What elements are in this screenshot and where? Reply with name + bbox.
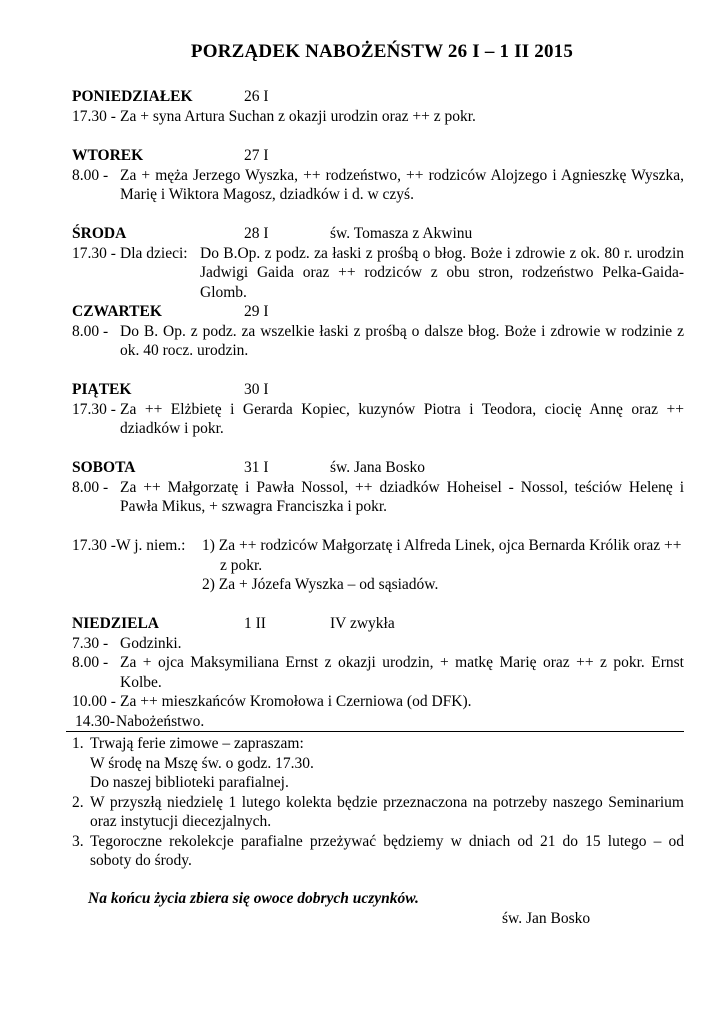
day-date: 31 I bbox=[244, 459, 269, 476]
day-monday bbox=[72, 87, 684, 126]
mass-intention: Za ++ mieszkańców Kromołowa i Czerniowa (od DFK). bbox=[120, 693, 472, 710]
mass-time: 7.30 - bbox=[72, 634, 109, 652]
mass-time: 8.00 - bbox=[72, 166, 109, 184]
notice-line: Trwają ferie zimowe – zapraszam: bbox=[90, 735, 304, 752]
mass-entry bbox=[72, 400, 684, 439]
day-date: 30 I bbox=[244, 381, 269, 398]
mass-intention: Do B.Op. z podz. za łaski z prośbą o błog. Boże i zdrowie z ok. 80 r. urodzin Jadwigi Gaida oraz ++ rodziców z obu stron, rodzeństwo Pelka-Gaida-Glomb. bbox=[200, 244, 684, 301]
mass-intention: Za + męża Jerzego Wyszka, ++ rodzeństwo, ++ rodziców Alojzego i Agnieszkę Wyszka, Marię i Wiktora Magosz, dziadków i d. w czyś. bbox=[120, 166, 684, 203]
intention-item: 1) Za ++ rodziców Małgorzatę i Alfreda Linek, ojca Bernarda Królik oraz ++ z pokr. bbox=[202, 537, 682, 574]
mass-entry bbox=[72, 478, 684, 517]
quote-author: św. Jan Bosko bbox=[502, 910, 591, 927]
day-date: 27 I bbox=[244, 147, 269, 164]
intention-item: 2) Za + Józefa Wyszka – od sąsiadów. bbox=[202, 576, 439, 593]
mass-time: 8.00 - bbox=[72, 478, 109, 496]
mass-time: 17.30 - bbox=[72, 244, 116, 262]
day-thursday bbox=[72, 302, 684, 361]
day-name: ŚRODA bbox=[72, 225, 127, 242]
mass-time: 17.30 - bbox=[72, 537, 116, 554]
mass-intention: Godzinki. bbox=[120, 634, 182, 652]
mass-entry bbox=[72, 244, 684, 303]
notice-item bbox=[72, 734, 684, 793]
day-tuesday bbox=[72, 146, 684, 205]
notice-number: 2. bbox=[72, 793, 84, 811]
mass-time: 8.00 - bbox=[72, 322, 109, 340]
day-name: NIEDZIELA bbox=[72, 615, 159, 632]
page-title: PORZĄDEK NABOŻEŃSTW 26 I – 1 II 2015 bbox=[190, 41, 574, 62]
mass-intention: Za ++ Elżbietę i Gerarda Kopiec, kuzynów Piotra i Teodora, ciocię Annę oraz ++ dziadków i pokr. bbox=[120, 400, 684, 437]
day-wednesday bbox=[72, 224, 684, 302]
day-date: 26 I bbox=[244, 88, 269, 105]
notice-item bbox=[72, 832, 684, 871]
mass-entry bbox=[72, 712, 684, 732]
notice-line: Tegoroczne rekolekcje parafialne przeżywać będziemy w dniach od 21 do 15 lutego – od soboty do środy. bbox=[90, 832, 684, 869]
notice-item bbox=[72, 793, 684, 832]
mass-time: 17.30 - bbox=[72, 107, 116, 125]
mass-intention: Do B. Op. z podz. za wszelkie łaski z prośbą o dalsze błog. Boże i zdrowie w rodzinie z ok. 40 rocz. urodzin. bbox=[120, 322, 684, 359]
notice-number: 1. bbox=[72, 735, 84, 752]
day-name: SOBOTA bbox=[72, 459, 136, 476]
mass-time: 8.00 - bbox=[72, 654, 109, 671]
mass-time: 14.30- bbox=[75, 712, 116, 730]
mass-time: 10.00 - bbox=[72, 693, 116, 710]
mass-entry bbox=[72, 634, 684, 654]
mass-prefix: W j. niem.: bbox=[116, 537, 186, 554]
notice-line: W środę na Mszę św. o godz. 17.30. bbox=[90, 754, 314, 772]
mass-intention: Za + ojca Maksymiliana Ernst z okazji urodzin, + matkę Marię oraz ++ z pokr. Ernst Kolbe. bbox=[120, 654, 684, 691]
mass-intention: Za ++ Małgorzatę i Pawła Nossol, ++ dziadków Hoheisel - Nossol, teściów Helenę i Pawła Mikus, + szwagra Franciszka i pokr. bbox=[120, 478, 684, 515]
notice-line: Do naszej biblioteki parafialnej. bbox=[90, 774, 289, 791]
day-feast: św. Tomasza z Akwinu bbox=[330, 225, 473, 242]
notices bbox=[72, 734, 684, 871]
day-saturday bbox=[72, 458, 684, 595]
day-name: PIĄTEK bbox=[72, 381, 132, 398]
day-name: WTOREK bbox=[72, 147, 144, 164]
mass-entry bbox=[72, 653, 684, 692]
mass-prefix: Dla dzieci: bbox=[120, 244, 188, 262]
day-name: PONIEDZIAŁEK bbox=[72, 88, 193, 105]
notice-number: 3. bbox=[72, 832, 84, 850]
day-name: CZWARTEK bbox=[72, 303, 162, 320]
mass-entry-german bbox=[72, 536, 684, 595]
notice-line: W przyszłą niedzielę 1 lutego kolekta będzie przeznaczona na potrzeby naszego Seminarium oraz instytucji diecezjalnych. bbox=[90, 793, 684, 830]
mass-entry bbox=[72, 166, 684, 205]
mass-intention: Za + syna Artura Suchan z okazji urodzin oraz ++ z pokr. bbox=[120, 107, 476, 125]
day-feast: IV zwykła bbox=[330, 615, 395, 632]
mass-entry bbox=[72, 322, 684, 361]
day-date: 1 II bbox=[244, 615, 266, 632]
day-date: 29 I bbox=[244, 303, 269, 320]
mass-entry bbox=[72, 692, 684, 712]
day-date: 28 I bbox=[244, 225, 269, 242]
day-feast: św. Jana Bosko bbox=[330, 459, 426, 476]
mass-time: 17.30 - bbox=[72, 400, 116, 418]
divider bbox=[66, 731, 684, 732]
closing-quote: Na końcu życia zbiera się owoce dobrych uczynków. bbox=[88, 890, 419, 907]
mass-entry bbox=[72, 107, 684, 127]
day-sunday bbox=[72, 614, 684, 731]
mass-intention: Nabożeństwo. bbox=[116, 712, 205, 730]
day-friday bbox=[72, 380, 684, 439]
